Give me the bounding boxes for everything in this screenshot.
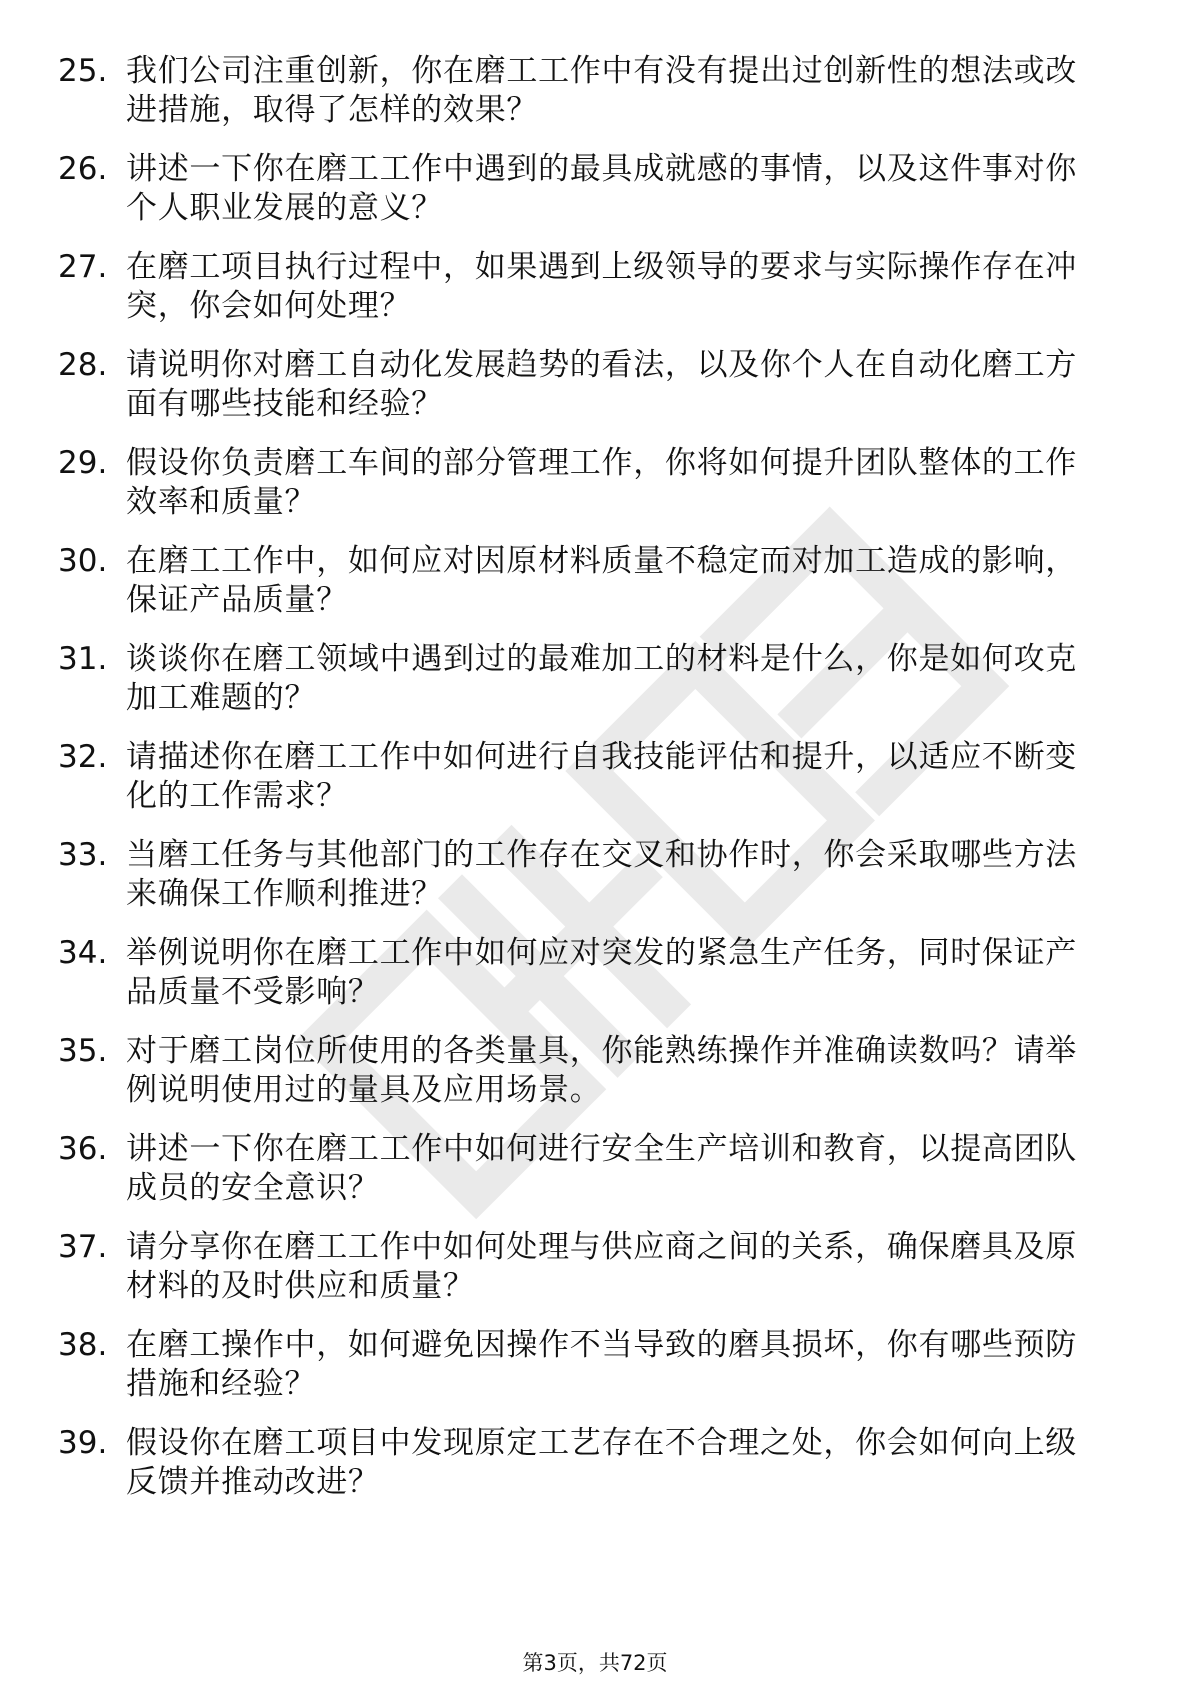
question-text: 在磨工操作中，如何避免因操作不当导致的磨具损坏，你有哪些预防措施和经验？: [126, 1327, 1077, 1402]
question-item: [58, 444, 1108, 522]
question-item: [58, 1424, 1108, 1502]
question-item: [58, 640, 1108, 718]
page-footer: 第3页，共72页: [522, 1651, 668, 1675]
question-item: [58, 738, 1108, 816]
question-list: [58, 52, 1108, 1522]
question-number: 38.: [58, 1327, 108, 1363]
question-text: 假设你负责磨工车间的部分管理工作，你将如何提升团队整体的工作效率和质量？: [126, 445, 1077, 520]
question-number: 35.: [58, 1033, 108, 1069]
question-text: 请说明你对磨工自动化发展趋势的看法，以及你个人在自动化磨工方面有哪些技能和经验？: [126, 347, 1077, 422]
question-text: 假设你在磨工项目中发现原定工艺存在不合理之处，你会如何向上级反馈并推动改进？: [126, 1425, 1077, 1500]
question-item: [58, 1326, 1108, 1404]
question-item: [58, 52, 1108, 130]
question-number: 28.: [58, 347, 108, 383]
question-number: 36.: [58, 1131, 108, 1167]
question-number: 39.: [58, 1425, 108, 1461]
question-number: 29.: [58, 445, 108, 481]
question-number: 30.: [58, 543, 108, 579]
question-item: [58, 248, 1108, 326]
question-item: [58, 836, 1108, 914]
question-number: 32.: [58, 739, 108, 775]
question-item: [58, 542, 1108, 620]
question-text: 对于磨工岗位所使用的各类量具，你能熟练操作并准确读数吗？请举例说明使用过的量具及应用场景。: [126, 1033, 1077, 1108]
question-text: 讲述一下你在磨工工作中遇到的最具成就感的事情，以及这件事对你个人职业发展的意义？: [126, 151, 1077, 226]
question-text: 举例说明你在磨工工作中如何应对突发的紧急生产任务，同时保证产品质量不受影响？: [126, 935, 1077, 1010]
question-text: 在磨工项目执行过程中，如果遇到上级领导的要求与实际操作存在冲突，你会如何处理？: [126, 249, 1077, 324]
question-number: 37.: [58, 1229, 108, 1265]
question-item: [58, 1032, 1108, 1110]
question-item: [58, 934, 1108, 1012]
question-item: [58, 1130, 1108, 1208]
question-item: [58, 1228, 1108, 1306]
question-text: 请描述你在磨工工作中如何进行自我技能评估和提升，以适应不断变化的工作需求？: [126, 739, 1077, 814]
question-number: 25.: [58, 53, 108, 89]
question-number: 26.: [58, 151, 108, 187]
question-item: [58, 346, 1108, 424]
question-text: 我们公司注重创新，你在磨工工作中有没有提出过创新性的想法或改进措施，取得了怎样的效果？: [126, 53, 1077, 128]
question-text: 在磨工工作中，如何应对因原材料质量不稳定而对加工造成的影响，保证产品质量？: [126, 543, 1077, 618]
question-text: 谈谈你在磨工领域中遇到过的最难加工的材料是什么，你是如何攻克加工难题的？: [126, 641, 1077, 716]
question-text: 请分享你在磨工工作中如何处理与供应商之间的关系，确保磨具及原材料的及时供应和质量？: [126, 1229, 1077, 1304]
question-text: 讲述一下你在磨工工作中如何进行安全生产培训和教育，以提高团队成员的安全意识？: [126, 1131, 1077, 1206]
question-number: 34.: [58, 935, 108, 971]
question-number: 33.: [58, 837, 108, 873]
question-text: 当磨工任务与其他部门的工作存在交叉和协作时，你会采取哪些方法来确保工作顺利推进？: [126, 837, 1077, 912]
question-item: [58, 150, 1108, 228]
question-number: 31.: [58, 641, 108, 677]
question-number: 27.: [58, 249, 108, 285]
